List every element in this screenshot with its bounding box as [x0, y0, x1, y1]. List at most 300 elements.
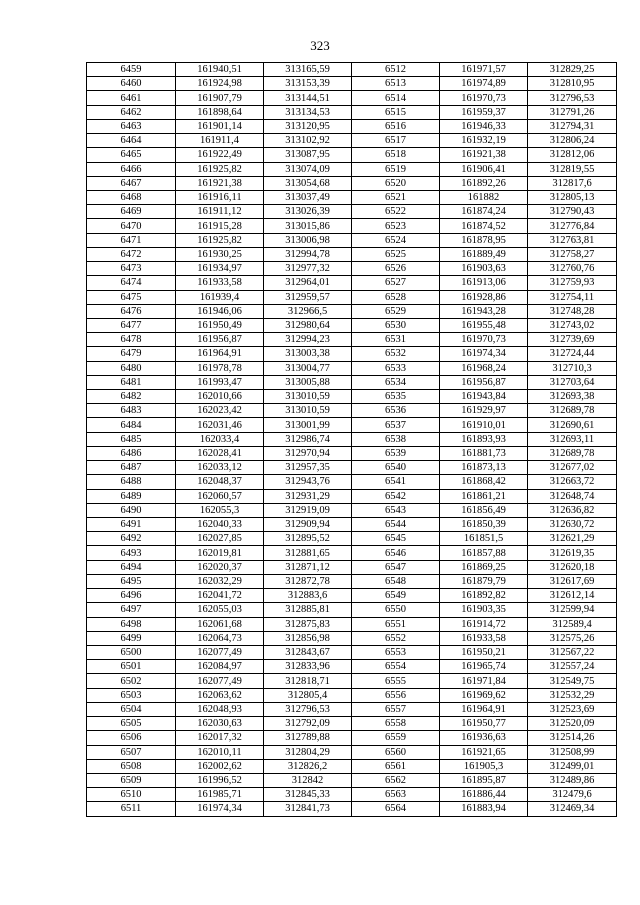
y-coordinate-right: 312630,72	[528, 518, 617, 532]
point-number-left: 6472	[87, 247, 176, 261]
table-row	[87, 219, 617, 233]
table-row	[87, 674, 617, 688]
table-row	[87, 773, 617, 787]
x-coordinate-right: 161974,34	[440, 347, 528, 361]
x-coordinate-left: 161939,4	[176, 290, 264, 304]
table-row	[87, 176, 617, 190]
point-number-right: 6546	[352, 546, 440, 560]
point-number-left: 6484	[87, 418, 176, 432]
point-number-right: 6520	[352, 176, 440, 190]
x-coordinate-right: 161964,91	[440, 702, 528, 716]
x-coordinate-right: 161914,72	[440, 617, 528, 631]
x-coordinate-right: 161933,58	[440, 631, 528, 645]
point-number-right: 6543	[352, 503, 440, 517]
point-number-right: 6533	[352, 361, 440, 375]
y-coordinate-right: 312689,78	[528, 446, 617, 460]
point-number-right: 6526	[352, 262, 440, 276]
table-row	[87, 688, 617, 702]
point-number-right: 6545	[352, 532, 440, 546]
point-number-right: 6564	[352, 802, 440, 816]
point-number-right: 6549	[352, 589, 440, 603]
table-row	[87, 788, 617, 802]
x-coordinate-left: 162055,03	[176, 603, 264, 617]
table-row	[87, 304, 617, 318]
point-number-right: 6536	[352, 404, 440, 418]
point-number-left: 6507	[87, 745, 176, 759]
table-row	[87, 205, 617, 219]
point-number-left: 6506	[87, 731, 176, 745]
point-number-left: 6485	[87, 432, 176, 446]
table-row	[87, 105, 617, 119]
table-row	[87, 560, 617, 574]
x-coordinate-left: 161985,71	[176, 788, 264, 802]
point-number-left: 6466	[87, 162, 176, 176]
table-row	[87, 134, 617, 148]
x-coordinate-left: 161907,79	[176, 91, 264, 105]
y-coordinate-right: 312794,31	[528, 119, 617, 133]
y-coordinate-right: 312703,64	[528, 375, 617, 389]
x-coordinate-right: 161970,73	[440, 91, 528, 105]
x-coordinate-right: 161959,37	[440, 105, 528, 119]
y-coordinate-left: 312895,52	[264, 532, 352, 546]
point-number-left: 6464	[87, 134, 176, 148]
point-number-right: 6561	[352, 759, 440, 773]
x-coordinate-left: 161898,64	[176, 105, 264, 119]
x-coordinate-right: 161921,38	[440, 148, 528, 162]
x-coordinate-left: 161922,49	[176, 148, 264, 162]
point-number-left: 6502	[87, 674, 176, 688]
y-coordinate-right: 312689,78	[528, 404, 617, 418]
table-row	[87, 546, 617, 560]
x-coordinate-left: 161921,38	[176, 176, 264, 190]
x-coordinate-right: 161856,49	[440, 503, 528, 517]
y-coordinate-right: 312829,25	[528, 63, 617, 77]
y-coordinate-right: 312479,6	[528, 788, 617, 802]
table-row	[87, 432, 617, 446]
x-coordinate-right: 161969,62	[440, 688, 528, 702]
point-number-left: 6475	[87, 290, 176, 304]
table-row	[87, 361, 617, 375]
point-number-right: 6516	[352, 119, 440, 133]
point-number-right: 6554	[352, 660, 440, 674]
y-coordinate-left: 312875,83	[264, 617, 352, 631]
x-coordinate-left: 162061,68	[176, 617, 264, 631]
y-coordinate-right: 312508,99	[528, 745, 617, 759]
point-number-left: 6508	[87, 759, 176, 773]
point-number-left: 6461	[87, 91, 176, 105]
table-row	[87, 63, 617, 77]
point-number-left: 6471	[87, 233, 176, 247]
point-number-left: 6500	[87, 645, 176, 659]
point-number-right: 6531	[352, 333, 440, 347]
point-number-right: 6555	[352, 674, 440, 688]
point-number-right: 6540	[352, 461, 440, 475]
y-coordinate-right: 312763,81	[528, 233, 617, 247]
x-coordinate-left: 161964,91	[176, 347, 264, 361]
point-number-right: 6560	[352, 745, 440, 759]
y-coordinate-right: 312739,69	[528, 333, 617, 347]
x-coordinate-right: 161921,65	[440, 745, 528, 759]
table-row	[87, 731, 617, 745]
point-number-right: 6515	[352, 105, 440, 119]
coordinates-table	[86, 62, 617, 817]
x-coordinate-left: 162048,37	[176, 475, 264, 489]
y-coordinate-right: 312620,18	[528, 560, 617, 574]
y-coordinate-left: 312826,2	[264, 759, 352, 773]
x-coordinate-left: 161915,28	[176, 219, 264, 233]
y-coordinate-left: 312796,53	[264, 702, 352, 716]
point-number-right: 6514	[352, 91, 440, 105]
point-number-left: 6487	[87, 461, 176, 475]
y-coordinate-right: 312812,06	[528, 148, 617, 162]
table-row	[87, 262, 617, 276]
table-row	[87, 631, 617, 645]
y-coordinate-left: 313153,39	[264, 77, 352, 91]
y-coordinate-right: 312520,09	[528, 717, 617, 731]
y-coordinate-right: 312549,75	[528, 674, 617, 688]
y-coordinate-right: 312523,69	[528, 702, 617, 716]
point-number-right: 6529	[352, 304, 440, 318]
x-coordinate-left: 162041,72	[176, 589, 264, 603]
x-coordinate-left: 162028,41	[176, 446, 264, 460]
point-number-right: 6558	[352, 717, 440, 731]
table-row	[87, 77, 617, 91]
table-row	[87, 603, 617, 617]
point-number-left: 6460	[87, 77, 176, 91]
table-row	[87, 91, 617, 105]
y-coordinate-right: 312636,82	[528, 503, 617, 517]
y-coordinate-right: 312710,3	[528, 361, 617, 375]
y-coordinate-left: 312977,32	[264, 262, 352, 276]
y-coordinate-right: 312724,44	[528, 347, 617, 361]
table-row	[87, 190, 617, 204]
point-number-left: 6490	[87, 503, 176, 517]
point-number-right: 6559	[352, 731, 440, 745]
y-coordinate-left: 313165,59	[264, 63, 352, 77]
x-coordinate-right: 161861,21	[440, 489, 528, 503]
y-coordinate-right: 312514,26	[528, 731, 617, 745]
y-coordinate-left: 312841,73	[264, 802, 352, 816]
point-number-right: 6562	[352, 773, 440, 787]
y-coordinate-left: 312909,94	[264, 518, 352, 532]
table-row	[87, 759, 617, 773]
table-row	[87, 233, 617, 247]
point-number-left: 6496	[87, 589, 176, 603]
table-row	[87, 717, 617, 731]
table-row	[87, 375, 617, 389]
point-number-left: 6477	[87, 318, 176, 332]
x-coordinate-left: 162010,11	[176, 745, 264, 759]
x-coordinate-right: 161932,19	[440, 134, 528, 148]
x-coordinate-right: 161886,44	[440, 788, 528, 802]
y-coordinate-right: 312759,93	[528, 276, 617, 290]
x-coordinate-left: 162060,57	[176, 489, 264, 503]
x-coordinate-right: 161874,52	[440, 219, 528, 233]
y-coordinate-left: 312994,23	[264, 333, 352, 347]
point-number-left: 6462	[87, 105, 176, 119]
y-coordinate-left: 313054,68	[264, 176, 352, 190]
y-coordinate-left: 312805,4	[264, 688, 352, 702]
x-coordinate-right: 161906,41	[440, 162, 528, 176]
x-coordinate-right: 161883,94	[440, 802, 528, 816]
y-coordinate-right: 312690,61	[528, 418, 617, 432]
table-row	[87, 446, 617, 460]
point-number-right: 6523	[352, 219, 440, 233]
point-number-right: 6524	[352, 233, 440, 247]
point-number-left: 6486	[87, 446, 176, 460]
y-coordinate-left: 312966,5	[264, 304, 352, 318]
point-number-right: 6548	[352, 574, 440, 588]
x-coordinate-left: 162030,63	[176, 717, 264, 731]
x-coordinate-right: 161889,49	[440, 247, 528, 261]
x-coordinate-right: 161892,82	[440, 589, 528, 603]
x-coordinate-right: 161879,79	[440, 574, 528, 588]
y-coordinate-right: 312469,34	[528, 802, 617, 816]
x-coordinate-left: 162077,49	[176, 674, 264, 688]
x-coordinate-right: 161881,73	[440, 446, 528, 460]
x-coordinate-left: 162023,42	[176, 404, 264, 418]
table-row	[87, 645, 617, 659]
x-coordinate-right: 161950,77	[440, 717, 528, 731]
table-row	[87, 347, 617, 361]
point-number-right: 6525	[352, 247, 440, 261]
y-coordinate-right: 312612,14	[528, 589, 617, 603]
point-number-right: 6521	[352, 190, 440, 204]
table-row	[87, 119, 617, 133]
y-coordinate-left: 312970,94	[264, 446, 352, 460]
y-coordinate-right: 312557,24	[528, 660, 617, 674]
y-coordinate-right: 312532,29	[528, 688, 617, 702]
table-row	[87, 333, 617, 347]
point-number-left: 6503	[87, 688, 176, 702]
x-coordinate-left: 161925,82	[176, 162, 264, 176]
point-number-left: 6492	[87, 532, 176, 546]
x-coordinate-right: 161950,21	[440, 645, 528, 659]
table-row	[87, 518, 617, 532]
y-coordinate-right: 312617,69	[528, 574, 617, 588]
y-coordinate-left: 312959,57	[264, 290, 352, 304]
table-row	[87, 276, 617, 290]
table-row	[87, 660, 617, 674]
y-coordinate-right: 312589,4	[528, 617, 617, 631]
x-coordinate-right: 161882	[440, 190, 528, 204]
point-number-left: 6511	[87, 802, 176, 816]
x-coordinate-left: 161925,82	[176, 233, 264, 247]
point-number-right: 6527	[352, 276, 440, 290]
y-coordinate-left: 312871,12	[264, 560, 352, 574]
y-coordinate-left: 312943,76	[264, 475, 352, 489]
point-number-left: 6483	[87, 404, 176, 418]
table-row	[87, 589, 617, 603]
point-number-left: 6494	[87, 560, 176, 574]
x-coordinate-right: 161851,5	[440, 532, 528, 546]
x-coordinate-right: 161965,74	[440, 660, 528, 674]
table-row	[87, 418, 617, 432]
point-number-left: 6489	[87, 489, 176, 503]
point-number-right: 6517	[352, 134, 440, 148]
x-coordinate-left: 162084,97	[176, 660, 264, 674]
point-number-left: 6476	[87, 304, 176, 318]
x-coordinate-right: 161869,25	[440, 560, 528, 574]
x-coordinate-left: 162048,93	[176, 702, 264, 716]
x-coordinate-left: 162064,73	[176, 631, 264, 645]
x-coordinate-right: 161955,48	[440, 318, 528, 332]
point-number-right: 6532	[352, 347, 440, 361]
x-coordinate-right: 161928,86	[440, 290, 528, 304]
point-number-left: 6468	[87, 190, 176, 204]
x-coordinate-right: 161903,63	[440, 262, 528, 276]
y-coordinate-left: 312994,78	[264, 247, 352, 261]
y-coordinate-right: 312619,35	[528, 546, 617, 560]
y-coordinate-left: 313087,95	[264, 148, 352, 162]
y-coordinate-left: 313037,49	[264, 190, 352, 204]
point-number-right: 6537	[352, 418, 440, 432]
x-coordinate-left: 162019,81	[176, 546, 264, 560]
x-coordinate-left: 162040,33	[176, 518, 264, 532]
x-coordinate-left: 161911,12	[176, 205, 264, 219]
table-row	[87, 475, 617, 489]
y-coordinate-right: 312693,11	[528, 432, 617, 446]
point-number-right: 6551	[352, 617, 440, 631]
x-coordinate-right: 161929,97	[440, 404, 528, 418]
point-number-right: 6557	[352, 702, 440, 716]
y-coordinate-left: 312792,09	[264, 717, 352, 731]
table-row	[87, 404, 617, 418]
y-coordinate-right: 312743,02	[528, 318, 617, 332]
point-number-right: 6518	[352, 148, 440, 162]
y-coordinate-left: 312980,64	[264, 318, 352, 332]
point-number-left: 6474	[87, 276, 176, 290]
y-coordinate-right: 312805,13	[528, 190, 617, 204]
y-coordinate-right: 312648,74	[528, 489, 617, 503]
y-coordinate-left: 313074,09	[264, 162, 352, 176]
y-coordinate-left: 313004,77	[264, 361, 352, 375]
x-coordinate-left: 161956,87	[176, 333, 264, 347]
x-coordinate-right: 161895,87	[440, 773, 528, 787]
x-coordinate-left: 161911,4	[176, 134, 264, 148]
point-number-left: 6488	[87, 475, 176, 489]
point-number-left: 6467	[87, 176, 176, 190]
y-coordinate-left: 312883,6	[264, 589, 352, 603]
x-coordinate-right: 161903,35	[440, 603, 528, 617]
x-coordinate-left: 161950,49	[176, 318, 264, 332]
y-coordinate-right: 312567,22	[528, 645, 617, 659]
y-coordinate-right: 312796,53	[528, 91, 617, 105]
point-number-right: 6547	[352, 560, 440, 574]
x-coordinate-left: 162063,62	[176, 688, 264, 702]
point-number-right: 6534	[352, 375, 440, 389]
point-number-right: 6530	[352, 318, 440, 332]
y-coordinate-right: 312693,38	[528, 390, 617, 404]
point-number-left: 6480	[87, 361, 176, 375]
y-coordinate-left: 312964,01	[264, 276, 352, 290]
y-coordinate-left: 313010,59	[264, 404, 352, 418]
x-coordinate-right: 161943,84	[440, 390, 528, 404]
y-coordinate-right: 312575,26	[528, 631, 617, 645]
x-coordinate-left: 162010,66	[176, 390, 264, 404]
y-coordinate-right: 312760,76	[528, 262, 617, 276]
x-coordinate-right: 161943,28	[440, 304, 528, 318]
table-row	[87, 532, 617, 546]
point-number-left: 6470	[87, 219, 176, 233]
y-coordinate-left: 312957,35	[264, 461, 352, 475]
x-coordinate-left: 161933,58	[176, 276, 264, 290]
x-coordinate-right: 161971,57	[440, 63, 528, 77]
x-coordinate-right: 161874,24	[440, 205, 528, 219]
x-coordinate-left: 161996,52	[176, 773, 264, 787]
y-coordinate-right: 312677,02	[528, 461, 617, 475]
x-coordinate-left: 161916,11	[176, 190, 264, 204]
x-coordinate-left: 161940,51	[176, 63, 264, 77]
point-number-right: 6552	[352, 631, 440, 645]
x-coordinate-right: 161910,01	[440, 418, 528, 432]
y-coordinate-right: 312790,43	[528, 205, 617, 219]
y-coordinate-right: 312754,11	[528, 290, 617, 304]
page-number: 323	[310, 38, 330, 53]
point-number-right: 6563	[352, 788, 440, 802]
y-coordinate-left: 313003,38	[264, 347, 352, 361]
y-coordinate-right: 312758,27	[528, 247, 617, 261]
y-coordinate-right: 312489,86	[528, 773, 617, 787]
x-coordinate-right: 161905,3	[440, 759, 528, 773]
point-number-right: 6556	[352, 688, 440, 702]
y-coordinate-left: 313015,86	[264, 219, 352, 233]
x-coordinate-left: 162031,46	[176, 418, 264, 432]
y-coordinate-left: 312845,33	[264, 788, 352, 802]
x-coordinate-right: 161970,73	[440, 333, 528, 347]
x-coordinate-left: 162020,37	[176, 560, 264, 574]
y-coordinate-left: 312885,81	[264, 603, 352, 617]
table-row	[87, 617, 617, 631]
y-coordinate-left: 312856,98	[264, 631, 352, 645]
point-number-left: 6479	[87, 347, 176, 361]
x-coordinate-right: 161893,93	[440, 432, 528, 446]
point-number-left: 6459	[87, 63, 176, 77]
y-coordinate-left: 312872,78	[264, 574, 352, 588]
x-coordinate-right: 161968,24	[440, 361, 528, 375]
y-coordinate-left: 312986,74	[264, 432, 352, 446]
y-coordinate-right: 312621,29	[528, 532, 617, 546]
table-row	[87, 290, 617, 304]
x-coordinate-right: 161974,89	[440, 77, 528, 91]
y-coordinate-right: 312748,28	[528, 304, 617, 318]
x-coordinate-left: 161924,98	[176, 77, 264, 91]
x-coordinate-left: 162017,32	[176, 731, 264, 745]
x-coordinate-right: 161913,06	[440, 276, 528, 290]
point-number-right: 6553	[352, 645, 440, 659]
point-number-left: 6509	[87, 773, 176, 787]
x-coordinate-right: 161868,42	[440, 475, 528, 489]
x-coordinate-right: 161892,26	[440, 176, 528, 190]
y-coordinate-left: 312843,67	[264, 645, 352, 659]
point-number-right: 6538	[352, 432, 440, 446]
y-coordinate-right: 312817,6	[528, 176, 617, 190]
point-number-left: 6499	[87, 631, 176, 645]
point-number-left: 6473	[87, 262, 176, 276]
x-coordinate-right: 161956,87	[440, 375, 528, 389]
y-coordinate-left: 312919,09	[264, 503, 352, 517]
x-coordinate-left: 161934,97	[176, 262, 264, 276]
x-coordinate-left: 162027,85	[176, 532, 264, 546]
y-coordinate-left: 312818,71	[264, 674, 352, 688]
y-coordinate-left: 313144,51	[264, 91, 352, 105]
y-coordinate-right: 312791,26	[528, 105, 617, 119]
y-coordinate-right: 312776,84	[528, 219, 617, 233]
table-row	[87, 318, 617, 332]
x-coordinate-left: 161993,47	[176, 375, 264, 389]
x-coordinate-right: 161857,88	[440, 546, 528, 560]
table-row	[87, 802, 617, 816]
